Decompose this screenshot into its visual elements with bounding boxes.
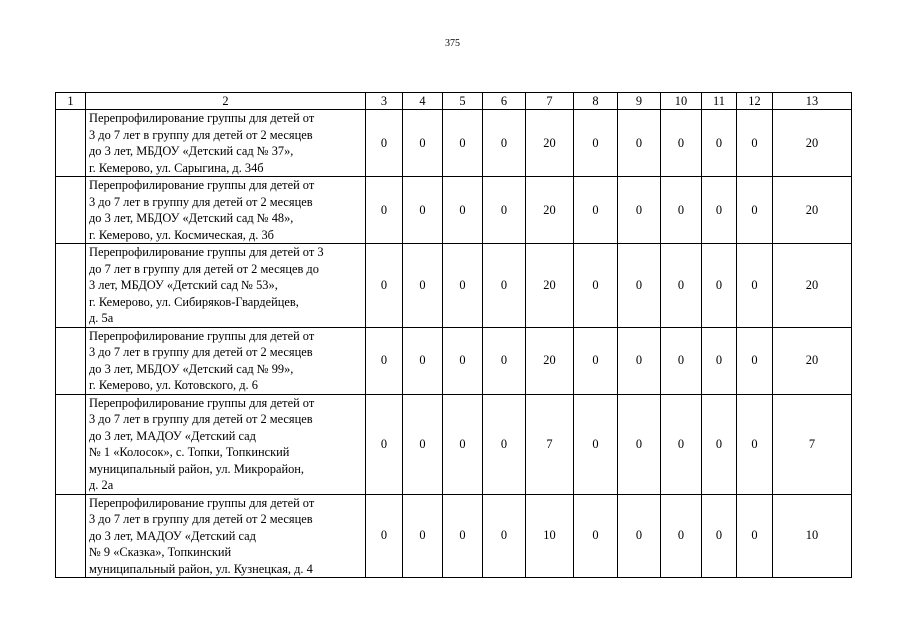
column-header: 3 xyxy=(366,93,403,110)
value-cell: 0 xyxy=(618,244,661,328)
column-header: 6 xyxy=(483,93,526,110)
value-cell: 0 xyxy=(483,327,526,394)
value-cell: 0 xyxy=(737,177,773,244)
value-cell: 0 xyxy=(443,494,483,578)
value-cell: 0 xyxy=(661,494,702,578)
value-cell: 0 xyxy=(661,244,702,328)
column-header: 4 xyxy=(403,93,443,110)
description-cell xyxy=(86,494,366,578)
value-cell: 10 xyxy=(526,494,574,578)
value-cell: 0 xyxy=(661,394,702,494)
description-line: г. Кемерово, ул. Космическая, д. 3б xyxy=(89,227,274,242)
value-cell: 20 xyxy=(773,110,852,177)
value-cell: 0 xyxy=(661,177,702,244)
value-cell: 0 xyxy=(366,327,403,394)
description-line: до 3 лет, МБДОУ «Детский сад № 37», xyxy=(89,144,294,158)
description-cell xyxy=(86,177,366,244)
value-cell: 20 xyxy=(773,244,852,328)
description-line: до 3 лет, МБДОУ «Детский сад № 99», xyxy=(89,361,294,376)
table-header-row xyxy=(56,93,852,110)
value-cell: 0 xyxy=(574,327,618,394)
description-line: д. 2а xyxy=(89,478,114,492)
description-line: г. Кемерово, ул. Сибиряков-Гвардейцев, xyxy=(89,294,299,309)
value-cell: 10 xyxy=(773,494,852,578)
description-cell xyxy=(86,110,366,177)
description-line: муниципальный район, ул. Микрорайон, xyxy=(89,461,305,476)
value-cell: 0 xyxy=(574,110,618,177)
row-number-cell xyxy=(56,494,86,578)
page-number: 375 xyxy=(445,38,460,49)
description-line: 3 до 7 лет в группу для детей от 2 месяцев xyxy=(89,127,313,142)
description-line: Перепрофилирование группы для детей от xyxy=(89,495,315,510)
value-cell: 0 xyxy=(737,110,773,177)
description-cell xyxy=(86,394,366,494)
table-row xyxy=(56,394,852,494)
value-cell: 0 xyxy=(574,244,618,328)
value-cell: 0 xyxy=(618,327,661,394)
value-cell: 0 xyxy=(737,394,773,494)
value-cell: 0 xyxy=(661,110,702,177)
description-line: № 1 «Колосок», с. Топки, Топкинский xyxy=(89,445,290,459)
description-line: 3 до 7 лет в группу для детей от 2 месяцев xyxy=(89,412,313,426)
table-row xyxy=(56,494,852,578)
value-cell: 0 xyxy=(443,394,483,494)
row-number-cell xyxy=(56,177,86,244)
description-line: д. 5а xyxy=(89,311,114,325)
description-line: до 3 лет, МБДОУ «Детский сад № 48», xyxy=(89,211,294,225)
value-cell: 0 xyxy=(574,394,618,494)
column-header: 2 xyxy=(86,93,366,110)
data-table xyxy=(55,92,852,578)
value-cell: 0 xyxy=(702,177,737,244)
value-cell: 20 xyxy=(526,244,574,328)
value-cell: 0 xyxy=(702,110,737,177)
value-cell: 0 xyxy=(702,494,737,578)
description-line: 3 до 7 лет в группу для детей от 2 месяцев xyxy=(89,512,313,526)
row-number-cell xyxy=(56,110,86,177)
description-line: Перепрофилирование группы для детей от xyxy=(89,178,315,192)
description-line: Перепрофилирование группы для детей от 3 xyxy=(89,245,324,259)
column-header: 10 xyxy=(661,93,702,110)
description-line: Перепрофилирование группы для детей от xyxy=(89,395,315,410)
value-cell: 0 xyxy=(574,494,618,578)
value-cell: 20 xyxy=(526,177,574,244)
description-cell xyxy=(86,244,366,328)
description-line: 3 до 7 лет в группу для детей от 2 месяцев xyxy=(89,194,313,209)
value-cell: 0 xyxy=(661,327,702,394)
value-cell: 0 xyxy=(618,177,661,244)
value-cell: 20 xyxy=(773,177,852,244)
value-cell: 0 xyxy=(443,327,483,394)
description-line: г. Кемерово, ул. Сарыгина, д. 34б xyxy=(89,160,264,175)
value-cell: 0 xyxy=(443,177,483,244)
value-cell: 0 xyxy=(737,494,773,578)
value-cell: 0 xyxy=(702,394,737,494)
column-header: 11 xyxy=(702,93,737,110)
value-cell: 0 xyxy=(618,494,661,578)
value-cell: 0 xyxy=(483,177,526,244)
description-line: № 9 «Сказка», Топкинский xyxy=(89,545,232,559)
value-cell: 0 xyxy=(483,244,526,328)
description-line: г. Кемерово, ул. Котовского, д. 6 xyxy=(89,378,258,392)
description-line: до 7 лет в группу для детей от 2 месяцев до xyxy=(89,261,319,276)
column-header: 12 xyxy=(737,93,773,110)
value-cell: 0 xyxy=(574,177,618,244)
column-header: 7 xyxy=(526,93,574,110)
value-cell: 7 xyxy=(773,394,852,494)
value-cell: 0 xyxy=(366,494,403,578)
value-cell: 7 xyxy=(526,394,574,494)
value-cell: 0 xyxy=(403,494,443,578)
table-body xyxy=(56,93,852,578)
column-header: 13 xyxy=(773,93,852,110)
value-cell: 0 xyxy=(366,394,403,494)
column-header: 1 xyxy=(56,93,86,110)
description-line: 3 лет, МБДОУ «Детский сад № 53», xyxy=(89,278,278,292)
description-line: 3 до 7 лет в группу для детей от 2 месяцев xyxy=(89,345,313,359)
value-cell: 0 xyxy=(618,394,661,494)
value-cell: 0 xyxy=(443,110,483,177)
table-row xyxy=(56,327,852,394)
value-cell: 0 xyxy=(403,177,443,244)
description-line: до 3 лет, МАДОУ «Детский сад xyxy=(89,428,256,443)
value-cell: 0 xyxy=(403,244,443,328)
value-cell: 0 xyxy=(443,244,483,328)
value-cell: 20 xyxy=(526,110,574,177)
value-cell: 0 xyxy=(702,244,737,328)
value-cell: 0 xyxy=(737,327,773,394)
value-cell: 0 xyxy=(366,244,403,328)
column-header: 9 xyxy=(618,93,661,110)
value-cell: 20 xyxy=(526,327,574,394)
value-cell: 0 xyxy=(483,494,526,578)
row-number-cell xyxy=(56,327,86,394)
description-line: до 3 лет, МАДОУ «Детский сад xyxy=(89,528,256,543)
row-number-cell xyxy=(56,394,86,494)
description-line: Перепрофилирование группы для детей от xyxy=(89,111,315,125)
value-cell: 0 xyxy=(737,244,773,328)
value-cell: 0 xyxy=(366,110,403,177)
description-line: Перепрофилирование группы для детей от xyxy=(89,328,315,343)
column-header: 8 xyxy=(574,93,618,110)
table-row xyxy=(56,244,852,328)
value-cell: 0 xyxy=(403,110,443,177)
row-number-cell xyxy=(56,244,86,328)
value-cell: 0 xyxy=(618,110,661,177)
value-cell: 0 xyxy=(483,394,526,494)
description-line: муниципальный район, ул. Кузнецкая, д. 4 xyxy=(89,561,313,576)
column-header: 5 xyxy=(443,93,483,110)
table-row xyxy=(56,110,852,177)
value-cell: 0 xyxy=(403,327,443,394)
description-cell xyxy=(86,327,366,394)
value-cell: 0 xyxy=(702,327,737,394)
value-cell: 0 xyxy=(403,394,443,494)
value-cell: 20 xyxy=(773,327,852,394)
value-cell: 0 xyxy=(483,110,526,177)
value-cell: 0 xyxy=(366,177,403,244)
table-row xyxy=(56,177,852,244)
